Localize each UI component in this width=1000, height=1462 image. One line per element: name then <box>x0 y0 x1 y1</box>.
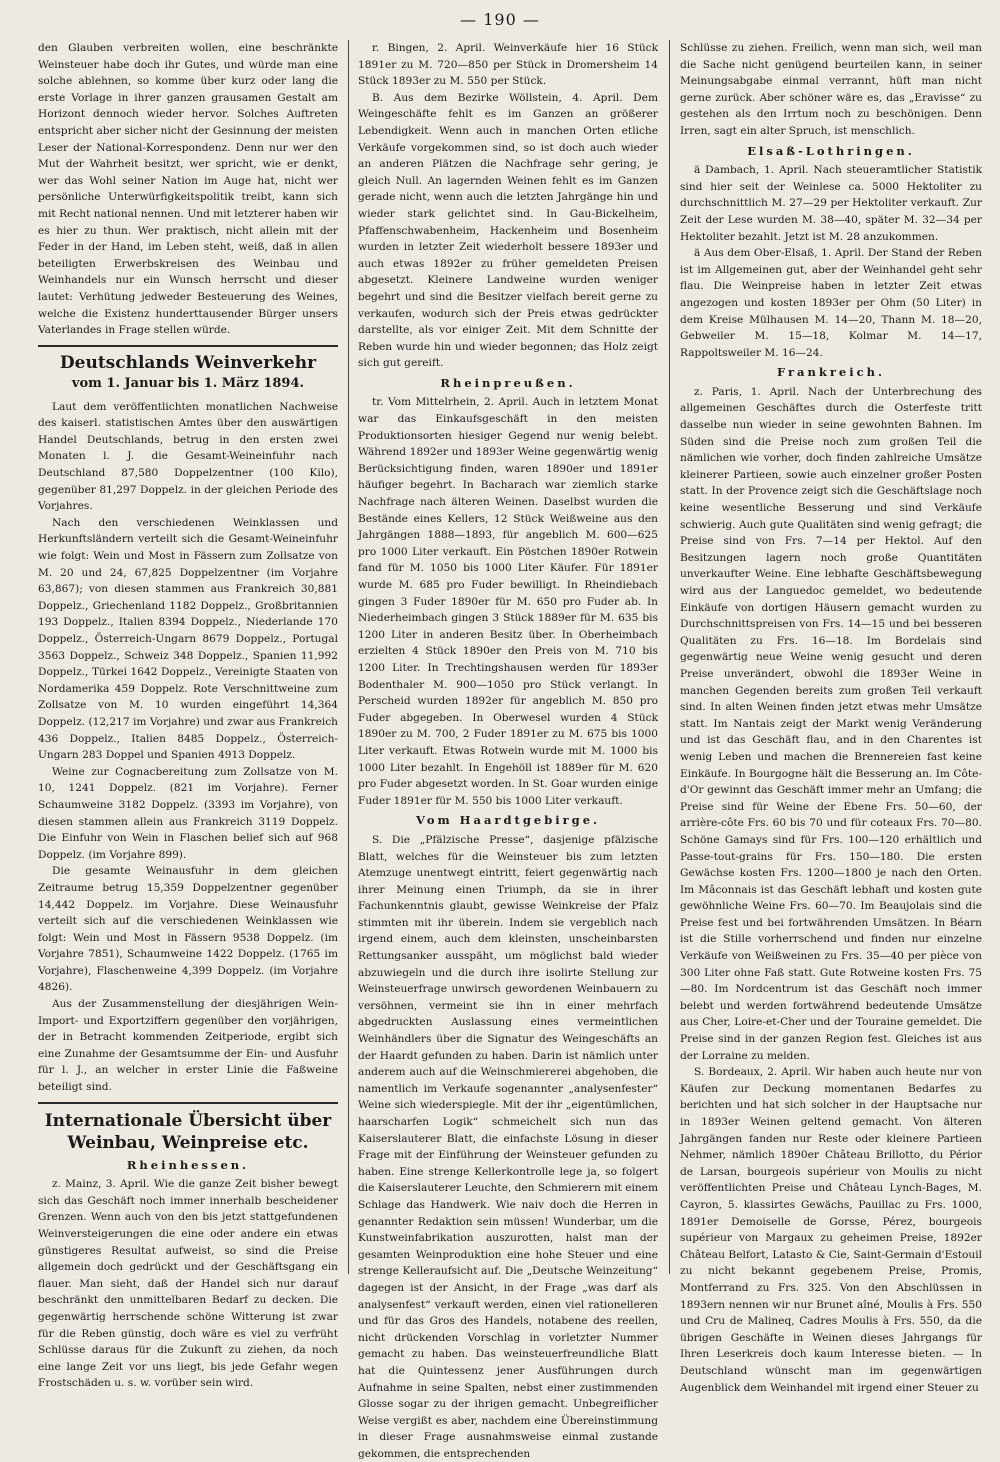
paragraph: ä Aus dem Ober-Elsaß, 1. April. Der Stand der Reben ist im Allgemeinen gut, aber der Weinhandel geht sehr flau. Die Weinpreise haben in letzter Zeit etwas angezogen und kosten 1893er per Ohm (50 Liter) in dem Kreise Mülhausen M. 14—20, Thann M. 18—20, Gebweiler M. 15—18, Kolmar M. 14—17, Rappoltsweiler M. 16—24. <box>680 247 982 359</box>
heading-internationale-uebersicht: Internationale Übersicht über Weinbau, Weinpreise etc. <box>44 1110 332 1153</box>
column-2 <box>358 40 658 1460</box>
paragraph: Laut dem veröffentlichten monatlichen Nachweise des kaiserl. statistischen Amtes über den auswärtigen Handel Deutschlands, betrug in den ersten zwei Monaten l. J. die Gesamt-Weineinfuhr nach Deutschland 87,580 Doppelzentner (100 Kilo), gegenüber 81,297 Doppelz. in der gleichen Periode des Vorjahres. <box>38 400 338 513</box>
column-rule-left <box>348 40 349 1274</box>
paragraph: z. Mainz, 3. April. Wie die ganze Zeit bisher bewegt sich das Geschäft noch immer innerhalb bescheidener Grenzen. Wenn auch von den bis jetzt stattgefundenen Weinversteigerungen die eine oder andere ein etwas günstigeres Resultat aufweist, so sind die Preise allgemein doch gedrückt und der Geschäftsgang ein flauer. Man sieht, daß der Handel sich nur darauf beschränkt den unmittelbaren Bedarf zu decken. Die gegenwärtig herrschende schöne Witterung ist zwar für die Reben günstig, doch wäre es viel zu verfrüht Schlüsse daraus für die Zukunft zu ziehen, da noch eine lange Zeit vor uns liegt, bis jede Gefahr wegen Frostschäden u. s. w. vorüber sein wird. <box>38 1178 338 1390</box>
section-divider <box>38 345 338 347</box>
paragraph: z. Paris, 1. April. Nach der Unterbrechung des allgemeinen Geschäftes durch die Osterfeste tritt dasselbe nun wieder in seine gewohnten Bahnen. Im Süden sind die Preise noch zum großen Teil die nämlichen wie vorher, doch finden zahlreiche Umsätze kleinerer Partieen, sowie auch einzelner großer Posten statt. In der Provence zeigt sich die Geschäftslage noch keine wesentliche Besserung und sind Verkäufe schwierig. Auch gute Qualitäten sind wenig gefragt; die Preise sind von Frs. 7—14 per Hektol. Auf den Besitzungen lagern noch große Quantitäten unverkaufter Weine. Eine lebhafte Geschäftsbewegung wird aus der Languedoc gemeldet, wo bedeutende Einkäufe von dortigen Häusern gemacht wurden zu Durchschnittspreisen von Frs. 14—15 und bei besseren Qualitäten zu Frs. 16—18. Im Bordelais sind gegenwärtig neue Weine wenig gesucht und deren Preise unverändert, obwohl die 1893er Weine in manchen Gegenden bereits zum großen Teil verkauft sind. In alten Weinen finden jetzt etwas mehr Umsätze statt. Im Nantais zeigt der Markt wenig Veränderung und ist das Geschäft flau, and in den Charentes ist wenig Leben und machen die Brennereien fast keine Einkäufe. In Bourgogne hält die Besserung an. Im Côte-d'Or gewinnt das Geschäft immer mehr an Umfang; die Preise sind für Weine der Ebene Frs. 50—60, der arrière-côte Frs. 60 bis 70 und für coteaux Frs. 70—80. Schöne Gamays sind für Frs. 100—120 erhältlich und Passe-tout-grains für Frs. 150—180. Die ersten Gewächse kosten Frs. 1200—1800 je nach den Orten. Im Mâconnais ist das Geschäft lebhaft und kosten gute gewöhnliche Weine Frs. 60—70. Im Beaujolais sind die Preise fest und bei fortwährenden Umsätzen. In Béarn ist die Stille vorherrschend und finden nur einzelne Verkäufe von Weißweinen zu Frs. 35—40 per pièce von 300 Liter ohne Faß statt. Gute Rotweine kosten Frs. 75—80. Im Nordcentrum ist das Geschäft noch immer belebt und werden fortwährend bedeutende Umsätze aus Cher, Loire-et-Cher und der Touraine gemeldet. Die Preise sind in der ganzen Region fest. Gleiches ist aus der Lorraine zu melden. <box>680 385 982 1062</box>
paragraph: B. Aus dem Bezirke Wöllstein, 4. April. Dem Weingeschäfte fehlt es im Ganzen an größerer Lebendigkeit. Wenn auch in manchen Orten etliche Verkäufe vorgekommen sind, so ist doch auch wieder an anderen Plätzen die Nachfrage sehr gering, je gleich Null. An lagernden Weinen fehlt es im Ganzen gerade nicht, wenn auch die letzten Jahrgänge hin und wieder stark gelichtet sind. In Gau-Bickelheim, Pfaffenschwabenheim, Hackenheim und Bosenheim wurden in letzter Zeit wiederholt bessere 1893er und auch etwas 1892er zu früher gemeldeten Preisen abgesetzt. Kleinere Landweine wurden weniger begehrt und sind die Besitzer vielfach bereit gerne zu verkaufen, wodurch sich der Preis etwas gedrückter darstellte, als vor einiger Zeit. Mit dem Schnitte der Reben wurde hin und wieder begonnen; das Holz zeigt sich gut gereift. <box>358 91 658 370</box>
paragraph: tr. Vom Mittelrhein, 2. April. Auch in letztem Monat war das Einkaufsgeschäft in den meisten Produktionsorten hiesiger Gegend nur wenig belebt. Während 1892er und 1893er Weine gegenwärtig wenig Berücksichtigung finden, waren 1890er und 1891er häufiger begehrt. In Bacharach war ziemlich starke Nachfrage nach älteren Weinen. Daselbst wurden die Bestände eines Kellers, 12 Stück Weißweine aus den Jahrgängen 1888—1893, für angeblich M. 600—625 pro 1000 Liter verkauft. Ein Pöstchen 1890er Rotwein fand für M. 1050 bis 1000 Liter Käufer. Für 1891er wurde M. 685 pro Fuder bewilligt. In Rheindiebach gingen 3 Fuder 1890er für M. 650 pro Fuder ab. In Niederheimbach gingen 3 Stück 1889er für M. 635 bis 1200 Liter in anderen Besitz über. In Oberheimbach erzielten 4 Stück 1890er den Preis von M. 710 bis 1200 Liter. In Trechtingshausen werden für 1893er Bodenthaler M. 900—1050 pro Stück verlangt. In Perscheid wurden 1892er für angeblich M. 850 pro Fuder abgegeben. In Oberwesel wurden 4 Stück 1890er zu M. 700, 2 Fuder 1891er zu M. 675 bis 1000 Liter verkauft. Etwas Rotwein wurde mit M. 1000 bis 1000 Liter bezahlt. In Engehöll ist 1889er für M. 620 pro Fuder abgesetzt worden. In St. Goar wurden einige Fuder 1891er für M. 550 bis 1000 Liter verkauft. <box>358 396 658 807</box>
section-divider <box>38 1102 338 1104</box>
paragraph: Nach den verschiedenen Weinklassen und Herkunftsländern verteilt sich die Gesamt-Weineinfuhr wie folgt: Wein und Most in Fässern zum Zollsatze von M. 20 und 24, 67,825 Doppelzentner (im Vorjahre 63,867); von diesen stammen aus Frankreich 30,881 Doppelz., Griechenland 1182 Doppelz., Großbritannien 193 Doppelz., Italien 8394 Doppelz., Niederlande 170 Doppelz., Österreich-Ungarn 8679 Doppelz., Portugal 3563 Doppelz., Schweiz 348 Doppelz., Spanien 11,992 Doppelz., Türkei 1642 Doppelz., Vereinigte Staaten von Nordamerika 459 Doppelz. Rote Verschnittweine zum Zollsatze von M. 10 wurden eingeführt 14,364 Doppelz. (12,217 im Vorjahre) und zwar aus Frankreich 436 Doppelz., Italien 8485 Doppelz., Österreich-Ungarn 283 Doppel und Spanien 4913 Doppelz. <box>38 516 338 762</box>
paragraph: Aus der Zusammenstellung der diesjährigen Wein-Import- und Exportziffern gegenüber den vorjährigen, der in Betracht kommenden Zeitperiode, ergibt sich eine Zunahme der Gesamtsumme der Ein- und Ausfuhr für l. J., an welcher in erster Linie die Faßweine beteiligt sind. <box>38 998 338 1094</box>
region-heading-haardtgebirge: Vom Haardtgebirge. <box>415 813 601 828</box>
region-heading-rheinhessen: Rheinhessen. <box>126 1157 250 1172</box>
paragraph: S. Bordeaux, 2. April. Wir haben auch heute nur von Käufen zur Deckung momentanen Bedarfes zu berichten und hat sich solcher in der Hauptsache nur in 1893er Weinen geltend gemacht. Von älteren Jahrgängen fanden nur Reste oder kleinere Partieen Nehmer, nämlich 1890er Château Brillotto, du Périor de Larsan, bourgeois supérieur von Moulis zu nicht veröffentlichten Preise und Château Lynch-Bages, M. Cayron, 5. klassirtes Gewächs, Pauillac zu Frs. 1000, 1891er Demoiselle de Gorsse, Pérez, bourgeois supérieur von Margaux zu geheimen Preise, 1892er Château Belfort, Latasto & Cie, Saint-Germain d'Estouil zu nicht bekannt gegebenem Preise, Promis, Montferrand zu Frs. 325. Von den Abschlüssen in 1893ern nennen wir nur Brunet aîné, Moulis à Frs. 550 und Cru de Malineq, Cadres Moulis à Frs. 550, da die übrigen Geschäfte in Weinen dieses Jahrgangs für Ihren Leserkreis doch kaum Interesse bieten. — In Deutschland wünscht man im gegenwärtigen Augenblick dem Weinhandel mit irgend einer Steuer zu <box>680 1066 982 1394</box>
paragraph: r. Bingen, 2. April. Weinverkäufe hier 16 Stück 1891er zu M. 720—850 per Stück in Dromersheim 14 Stück 1893er zu M. 550 per Stück. <box>358 42 658 88</box>
paragraph: ä Dambach, 1. April. Nach steueramtlicher Statistik sind hier seit der Weinlese ca. 5000 Hektoliter zu durchschnittlich M. 27—29 per Hektoliter verkauft. Zur Zeit der Lese wurden M. 38—40, später M. 32—34 per Hektoliter bezahlt. Jetzt ist M. 28 anzukommen. <box>680 164 982 243</box>
heading-weinverkehr-date: vom 1. Januar bis 1. März 1894. <box>71 375 305 391</box>
intro-paragraph: den Glauben verbreiten wollen, eine beschränkte Weinsteuer habe doch ihr Gutes, und würde man eine solche ablehnen, so komme über kurz oder lang die erste Vorlage in ihrer ganzen grausamen Gestalt am Horizont dennoch wieder hervor. Solches Auftreten entspricht aber sicher nicht der Gesinnung der meisten Leser der National-Korrespondenz. Denn nur wer den Mut der Wahrheit besitzt, wer spricht, wie er denkt, wer das Wohl seiner Nation im Auge hat, nicht wer persönliche Unterwürfigkeitspolitik treibt, kann sich mit Recht national nennen. Und mit letzterer haben wir es hier zu thun. Wer praktisch, nicht allein mit der Feder in der Hand, im Leben steht, weiß, daß in allen beteiligten Erwerbskreisen des Weinbau und Weinhandels nur ein Wunsch herrscht und dieser lautet: Verhütung jedweder Besteuerung des Weines, welche die Existenz hunderttausender Bürger unsers Vaterlandes in Frage stellen würde. <box>38 42 338 337</box>
paragraph: S. Die „Pfälzische Presse“, dasjenige pfälzische Blatt, welches für die Weinsteuer bis zum letzten Atemzuge unentwegt eintritt, feiert gegenwärtig nach ihrer Meinung einen Triumph, da sie in ihrer Fachunkenntnis glaubt, gewisse Weinkreise der Pfalz stimmten mit ihr überein. Indem sie vergeblich nach irgend einem, auch dem kleinsten, unscheinbarsten Rettungsanker ausspäht, um möglichst bald wieder abzuwiegeln und die durch ihre isolirte Stellung zur Weinsteuerfrage unwirsch gewordenen Weinbauern zu versöhnen, vermeint sie ihn in einer mehrfach abgedruckten Auslassung eines vermeintlichen Weinhändlers über die Signatur des Weingeschäfts an der Haardt gefunden zu haben. Darin ist nämlich unter anderem auch auf die Weinschmiererei abgehoben, die namentlich im Verkaufe sogenannter „analysenfester“ Weine sich wiederspiegle. Mit der ihr „eigentümlichen, haarscharfen Logik“ schmeichelt sich nun das Kaiserslauterer Blatt, die einfachste Lösung in dieser Frage mit der Einführung der Weinsteuer gefunden zu haben. Eine strenge Kellerkontrolle lege ja, so folgert die Kaiserslauterer Leuchte, den Schmierern mit einem Schlage das Handwerk. Wie naiv doch die Herren in genannter Redaktion sein müssen! Wunderbar, um die Kunstweinfabrikation auszurotten, halst man der gesamten Weinproduktion eine hohe Steuer und eine strenge Kelleraufsicht auf. Die „Deutsche Weinzeitung“ dagegen ist der Ansicht, in der Frage „was darf als analysenfest“ verkauft werden, einen viel rationelleren und für das Gros des Handels, notabene des reellen, nicht drückenden Vorschlag in vorletzter Nummer gemacht zu haben. Das weinsteuerfreundliche Blatt hat die Quintessenz jener Ausführungen durch Aufnahme in seine Spalten, nebst einer zustimmenden Glosse sogar zu der ihrigen gemacht. Unbegreiflicher Weise vergißt es aber, nachdem eine Übereinstimmung in dieser Frage ausnahmsweise einmal zustande gekommen, die entsprechenden <box>358 833 658 1460</box>
column-1 <box>38 40 338 1390</box>
column-rule-right <box>669 40 670 1274</box>
region-heading-rheinpreussen: Rheinpreußen. <box>440 375 576 390</box>
paragraph: Weine zur Cognacbereitung zum Zollsatze von M. 10, 1241 Doppelz. (821 im Vorjahre). Ferner Schaumweine 3182 Doppelz. (3393 im Vorjahre), von diesen stammen allein aus Frankreich 3119 Doppelz. Die Einfuhr von Wein in Flaschen belief sich auf 968 Doppelz. (im Vorjahre 899). <box>38 765 338 861</box>
paragraph: Die gesamte Weinausfuhr in dem gleichen Zeitraume betrug 15,359 Doppelzentner gegenüber 14,442 Doppelz. im Vorjahre. Diese Weinausfuhr verteilt sich auf die verschiedenen Weinklassen wie folgt: Wein und Most in Fässern 9538 Doppelz. (im Vorjahre 7851), Schaumweine 1422 Doppelz. (1765 im Vorjahre), Flaschenweine 4,399 Doppelz. (im Vorjahre 4826). <box>38 865 338 994</box>
page-number: — 190 — <box>460 10 540 29</box>
heading-weinverkehr: Deutschlands Weinverkehr <box>59 352 317 373</box>
region-heading-elsass-lothringen: Elsaß-Lothringen. <box>747 143 915 158</box>
column-3 <box>680 40 982 1394</box>
paragraph: Schlüsse zu ziehen. Freilich, wenn man sich, weil man die Sache nicht genügend beurteilen kann, in seiner Meinungsabgabe einmal verrannt, hüft man nicht gerne zurück. Aber schöner wäre es, das „Eravisse“ zu gestehen als den Irrtum noch zu beschönigen. Denn Irren, sagt ein alter Spruch, ist menschlich. <box>680 42 982 137</box>
region-heading-frankreich: Frankreich. <box>777 365 885 380</box>
